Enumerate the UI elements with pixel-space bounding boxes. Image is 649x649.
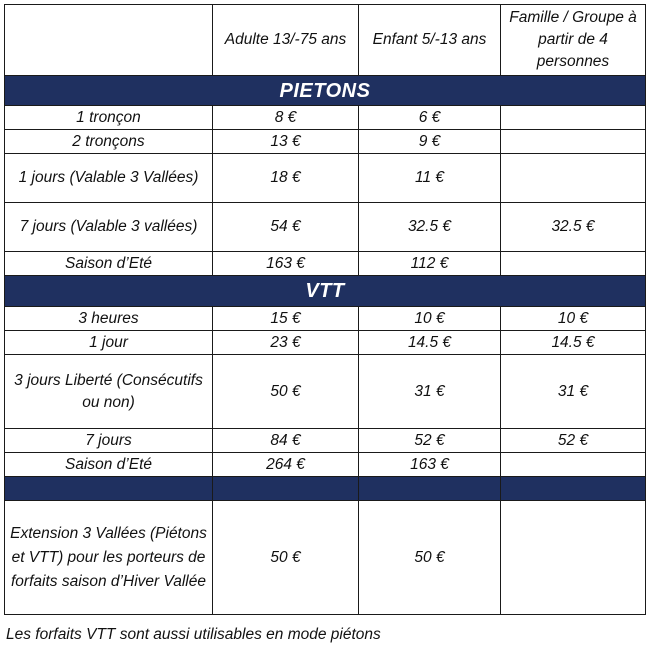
price-child: 32.5 €	[359, 203, 501, 252]
price-family: 31 €	[501, 355, 646, 429]
row-label: Saison d’Eté	[5, 252, 213, 276]
row-label: 7 jours (Valable 3 vallées)	[5, 203, 213, 252]
row-label: 2 tronçons	[5, 130, 213, 154]
blank-cell	[501, 477, 646, 501]
price-adult: 264 €	[213, 453, 359, 477]
table-row	[5, 130, 646, 154]
table-row	[5, 252, 646, 276]
row-label: 3 heures	[5, 307, 213, 331]
table-row	[5, 154, 646, 203]
price-family	[501, 252, 646, 276]
price-adult: 8 €	[213, 106, 359, 130]
blank-cell	[213, 477, 359, 501]
price-child: 112 €	[359, 252, 501, 276]
price-family	[501, 501, 646, 615]
price-child: 50 €	[359, 501, 501, 615]
header-empty-cell	[5, 5, 213, 76]
price-child: 10 €	[359, 307, 501, 331]
row-label: 1 tronçon	[5, 106, 213, 130]
table-header-row	[5, 5, 646, 76]
table-row-extension	[5, 501, 646, 615]
row-label: 7 jours	[5, 429, 213, 453]
price-adult: 50 €	[213, 501, 359, 615]
price-adult: 54 €	[213, 203, 359, 252]
price-family	[501, 154, 646, 203]
price-adult: 50 €	[213, 355, 359, 429]
header-family: Famille / Groupe à partir de 4 personnes	[501, 5, 646, 76]
price-family: 32.5 €	[501, 203, 646, 252]
price-adult: 13 €	[213, 130, 359, 154]
price-family	[501, 130, 646, 154]
price-adult: 163 €	[213, 252, 359, 276]
price-adult: 18 €	[213, 154, 359, 203]
price-child: 31 €	[359, 355, 501, 429]
section-header-pietons	[5, 76, 646, 106]
price-family: 14.5 €	[501, 331, 646, 355]
table-row	[5, 429, 646, 453]
price-child: 14.5 €	[359, 331, 501, 355]
price-child: 52 €	[359, 429, 501, 453]
price-child: 163 €	[359, 453, 501, 477]
price-family: 52 €	[501, 429, 646, 453]
section-header-blank	[5, 477, 646, 501]
price-adult: 84 €	[213, 429, 359, 453]
table-row	[5, 203, 646, 252]
section-title-pietons: PIETONS	[5, 76, 646, 106]
price-family	[501, 106, 646, 130]
row-label: Extension 3 Vallées (Piétons et VTT) pour les porteurs de forfaits saison d’Hiver Vallée	[5, 501, 213, 615]
price-adult: 15 €	[213, 307, 359, 331]
header-adult: Adulte 13/-75 ans	[213, 5, 359, 76]
price-adult: 23 €	[213, 331, 359, 355]
header-child: Enfant 5/-13 ans	[359, 5, 501, 76]
row-label: 3 jours Liberté (Consécutifs ou non)	[5, 355, 213, 429]
row-label: Saison d’Eté	[5, 453, 213, 477]
row-label: 1 jour	[5, 331, 213, 355]
footnote: Les forfaits VTT sont aussi utilisables en mode piétons	[6, 626, 381, 643]
price-table	[4, 4, 646, 615]
price-child: 11 €	[359, 154, 501, 203]
price-family	[501, 453, 646, 477]
table-row	[5, 331, 646, 355]
price-family: 10 €	[501, 307, 646, 331]
section-header-vtt	[5, 276, 646, 307]
table-row	[5, 355, 646, 429]
price-child: 9 €	[359, 130, 501, 154]
blank-cell	[5, 477, 213, 501]
table-row	[5, 307, 646, 331]
table-row	[5, 453, 646, 477]
price-child: 6 €	[359, 106, 501, 130]
blank-cell	[359, 477, 501, 501]
row-label: 1 jours (Valable 3 Vallées)	[5, 154, 213, 203]
table-row	[5, 106, 646, 130]
section-title-vtt: VTT	[5, 276, 646, 307]
